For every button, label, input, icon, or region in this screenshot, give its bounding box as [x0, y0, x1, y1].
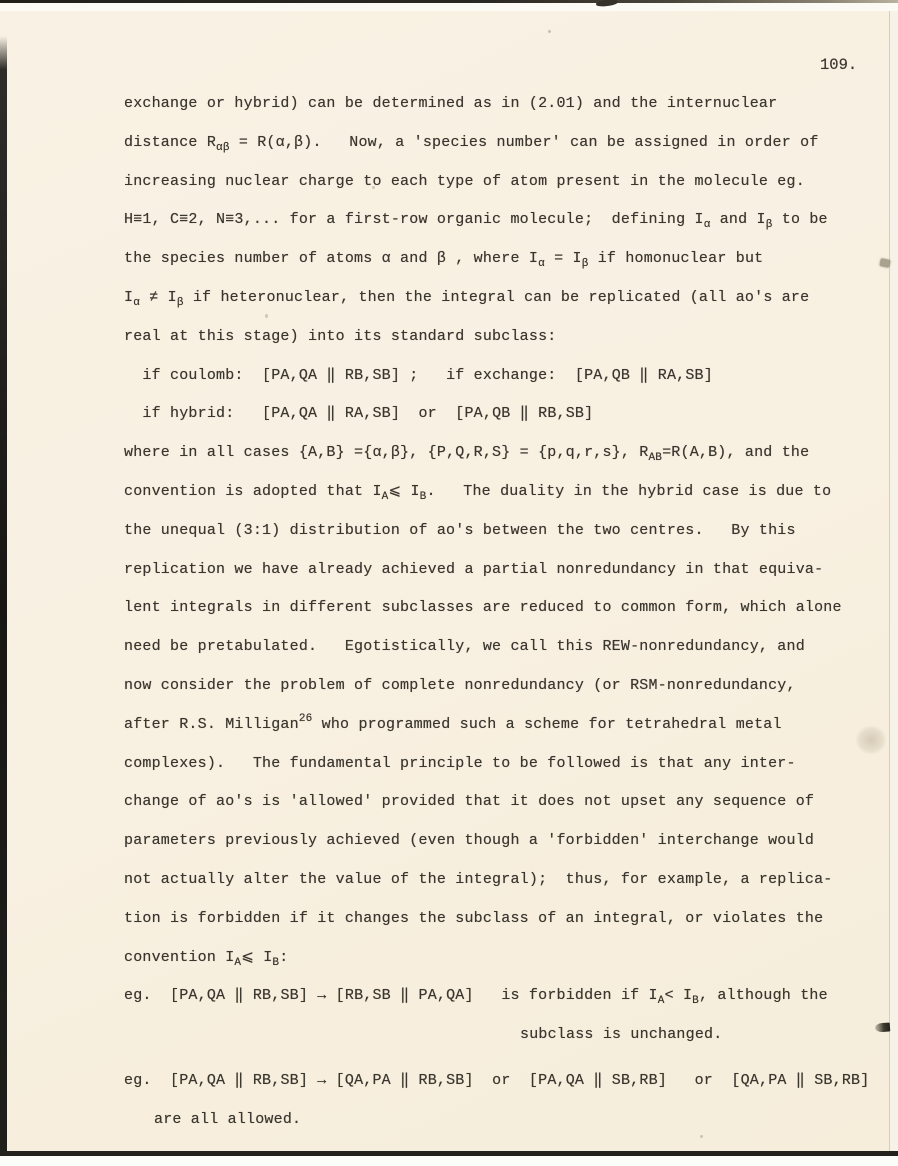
subscript: α	[133, 296, 141, 309]
subscript: B	[692, 995, 699, 1008]
subscript: A	[657, 995, 665, 1008]
scan-edge-top	[0, 0, 898, 3]
text-line: increasing nuclear charge to each type of atom present in the molecule eg.	[124, 172, 805, 190]
text-line: replication we have already achieved a partial nonredundancy in that equiva-	[124, 560, 824, 578]
subscript: A	[381, 490, 389, 503]
paper-edge-right	[889, 11, 898, 1151]
text-line: tion is forbidden if it changes the subclass of an integral, or violates the	[124, 909, 824, 927]
text-line: need be pretabulated. Egotistically, we call this REW-nonredundancy, and	[124, 638, 805, 656]
text-line: $I_\alpha \ne I_\beta$ if heteronuclear, then the integral can be replicated (all ao's are	[124, 288, 810, 309]
subscript: β	[765, 219, 773, 232]
text-line: where in all cases {A,B} ={α,β}, {P,Q,R,S} = {p,q,r,s}, $R_{AB}=R(A,B)$, and the	[124, 444, 810, 465]
scan-artifact	[548, 30, 551, 33]
text-line: if hybrid: [PA,QA ‖ RA,SB] or [PA,QB ‖ RB,SB]	[124, 405, 594, 423]
scan-artifact	[372, 186, 375, 189]
text-line: lent integrals in different subclasses are reduced to common form, which alone	[124, 599, 842, 617]
text-line: eg. [PA,QA ‖ RB,SB] → [RB,SB ‖ PA,QA] is forbidden if $I_A< I_B$, although the	[124, 987, 828, 1008]
text-line: the species number of atoms α and β , where $I_\alpha = I_\beta$ if homonuclear but	[124, 250, 764, 271]
subscript: β	[581, 258, 589, 271]
subscript: A	[234, 956, 242, 969]
subscript: β	[176, 296, 184, 309]
scan-artifact	[265, 314, 268, 318]
text-line: convention is adopted that $I_A⩽$ $I_B$. The duality in the hybrid case is due to	[124, 482, 832, 503]
text-line: change of ao's is 'allowed' provided that it does not upset any sequence of	[124, 793, 815, 811]
text-line: the unequal (3:1) distribution of ao's between the two centres. By this	[124, 521, 796, 539]
text-line: real at this stage) into its standard subclass:	[124, 327, 557, 345]
superscript: 26	[298, 712, 313, 725]
text-line: eg. [PA,QA ‖ RB,SB] → [QA,PA ‖ RB,SB] or [PA,QA ‖ SB,RB] or [QA,PA ‖ SB,RB]	[124, 1071, 870, 1089]
scan-artifact	[856, 726, 886, 754]
subscript: α	[703, 219, 711, 232]
paper-sheet	[0, 11, 898, 1151]
text-line: after R.S. Milligan$^{26}$ who programmed such a scheme for tetrahedral metal	[124, 712, 782, 733]
text-line: complexes). The fundamental principle to be followed is that any inter-	[124, 754, 796, 772]
text-line: if coulomb: [PA,QA ‖ RB,SB] ; if exchange: [PA,QB ‖ RA,SB]	[124, 366, 713, 384]
subscript: B	[272, 956, 280, 969]
scanner-backing-bottom	[0, 1156, 898, 1166]
page-number: 109.	[820, 56, 858, 74]
text-body	[124, 85, 890, 1140]
text-line: parameters previously achieved (even though a 'forbidden' interchange would	[124, 832, 815, 850]
subscript: α	[538, 258, 545, 271]
text-line: now consider the problem of complete nonredundancy (or RSM-nonredundancy,	[124, 676, 796, 694]
text-line: not actually alter the value of the integral); thus, for example, a replica-	[124, 870, 833, 888]
subscript: AB	[648, 452, 663, 465]
text-line: convention $I_A⩽$ $I_B$:	[124, 948, 289, 969]
text-line: are all allowed.	[154, 1110, 302, 1128]
scan-artifact	[875, 1022, 891, 1032]
subscript: B	[419, 490, 427, 503]
scanner-backing-top	[0, 3, 898, 11]
text-line: distance $R_{\alpha\beta} = R(\alpha,\beta)$. Now, a 'species number' can be assigned in order of	[124, 133, 819, 154]
scan-artifact	[700, 1135, 703, 1138]
text-line: subclass is unchanged.	[520, 1026, 723, 1044]
text-line: H≡1, C≡2, N≡3,... for a first-row organic molecule; defining $I_\alpha$ and $I_\beta$ to be	[124, 211, 828, 232]
text-line: exchange or hybrid) can be determined as in (2.01) and the internuclear	[124, 95, 778, 112]
subscript: αβ	[216, 141, 230, 154]
scan-edge-left	[0, 36, 7, 1151]
